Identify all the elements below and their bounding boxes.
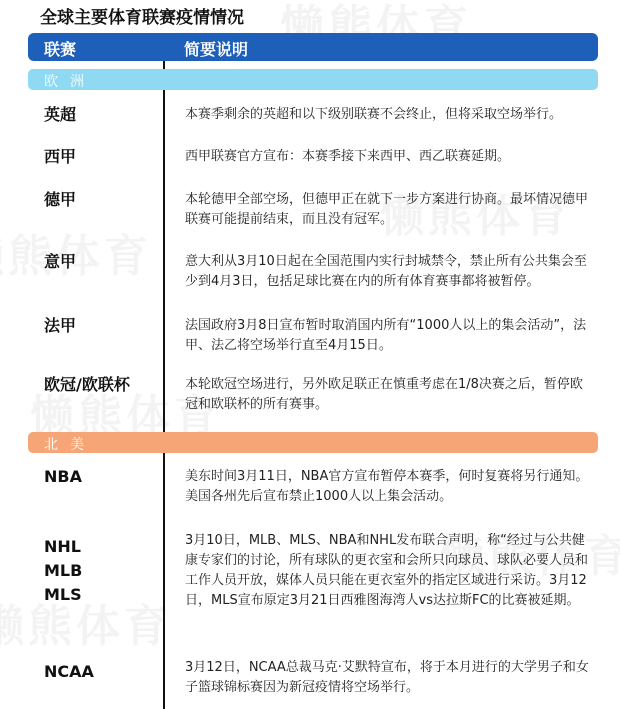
league-description: 意大利从3月10日起在全国范围内实行封城禁令，禁止所有公共集会至少到4月3日，包括足球比赛在内的所有体育赛事都将被暂停。 — [185, 254, 587, 289]
league-description: 3月12日，NCAA总裁马克·艾默特宣布，将于本月进行的大学男子和女子篮球锦标赛因为新冠疫情将空场举行。 — [185, 660, 589, 695]
league-name: 英超 — [44, 105, 77, 124]
header-league: 联赛 — [44, 40, 77, 59]
section-europe — [28, 69, 598, 90]
league-description: 3月10日，MLB、MLS、NBA和NHL发布联合声明，称“经过与公共健康专家们的讨论，所有球队的更衣室和会所只向球员、球队必要人员和工作人员开放，媒体人员只能在更衣室外的指定区域进行采访。3月12日，MLS宣布原定3月21日西雅图海湾人vs达拉斯FC的比赛被延期。 — [185, 533, 589, 608]
column-divider — [163, 61, 165, 709]
league-name: 法甲 — [44, 316, 77, 335]
league-name: 欧冠/欧联杯 — [44, 375, 130, 394]
league-name: 意甲 — [44, 252, 77, 271]
league-description: 西甲联赛官方宣布：本赛季接下来西甲、西乙联赛延期。 — [185, 149, 511, 164]
league-name: NBA — [44, 467, 82, 486]
league-description: 美东时间3月11日，NBA官方宣布暂停本赛季，何时复赛将另行通知。美国各州先后宣布禁止1000人以上集会活动。 — [185, 469, 589, 504]
watermark — [0, 590, 172, 654]
league-description: 本轮德甲全部空场，但德甲正在就下一步方案进行协商。最坏情况德甲联赛可能提前结束，而且没有冠军。 — [185, 192, 589, 227]
league-description: 法国政府3月8日宣布暂时取消国内所有“1000人以上的集会活动”，法甲、法乙将空场举行直至4月15日。 — [185, 318, 587, 353]
section-label: 北美 — [44, 437, 96, 453]
league-name: 西甲 — [44, 147, 77, 166]
league-name: 德甲 — [44, 190, 77, 209]
league-name: MLS — [44, 585, 82, 604]
section-label: 欧洲 — [44, 74, 96, 90]
league-description: 本轮欧冠空场进行，另外欧足联正在慎重考虑在1/8决赛之后，暂停欧冠和欧联杯的所有赛事。 — [185, 377, 583, 412]
page-title: 全球主要体育联赛疫情情况 — [40, 8, 244, 28]
league-name: NCAA — [44, 662, 94, 681]
table-header — [28, 33, 598, 61]
league-name: NHL — [44, 537, 81, 556]
league-name: MLB — [44, 561, 83, 580]
header-description: 简要说明 — [184, 40, 249, 59]
section-north-america — [28, 432, 598, 453]
league-description: 本赛季剩余的英超和以下级别联赛不会终止，但将采取空场举行。 — [185, 107, 563, 122]
